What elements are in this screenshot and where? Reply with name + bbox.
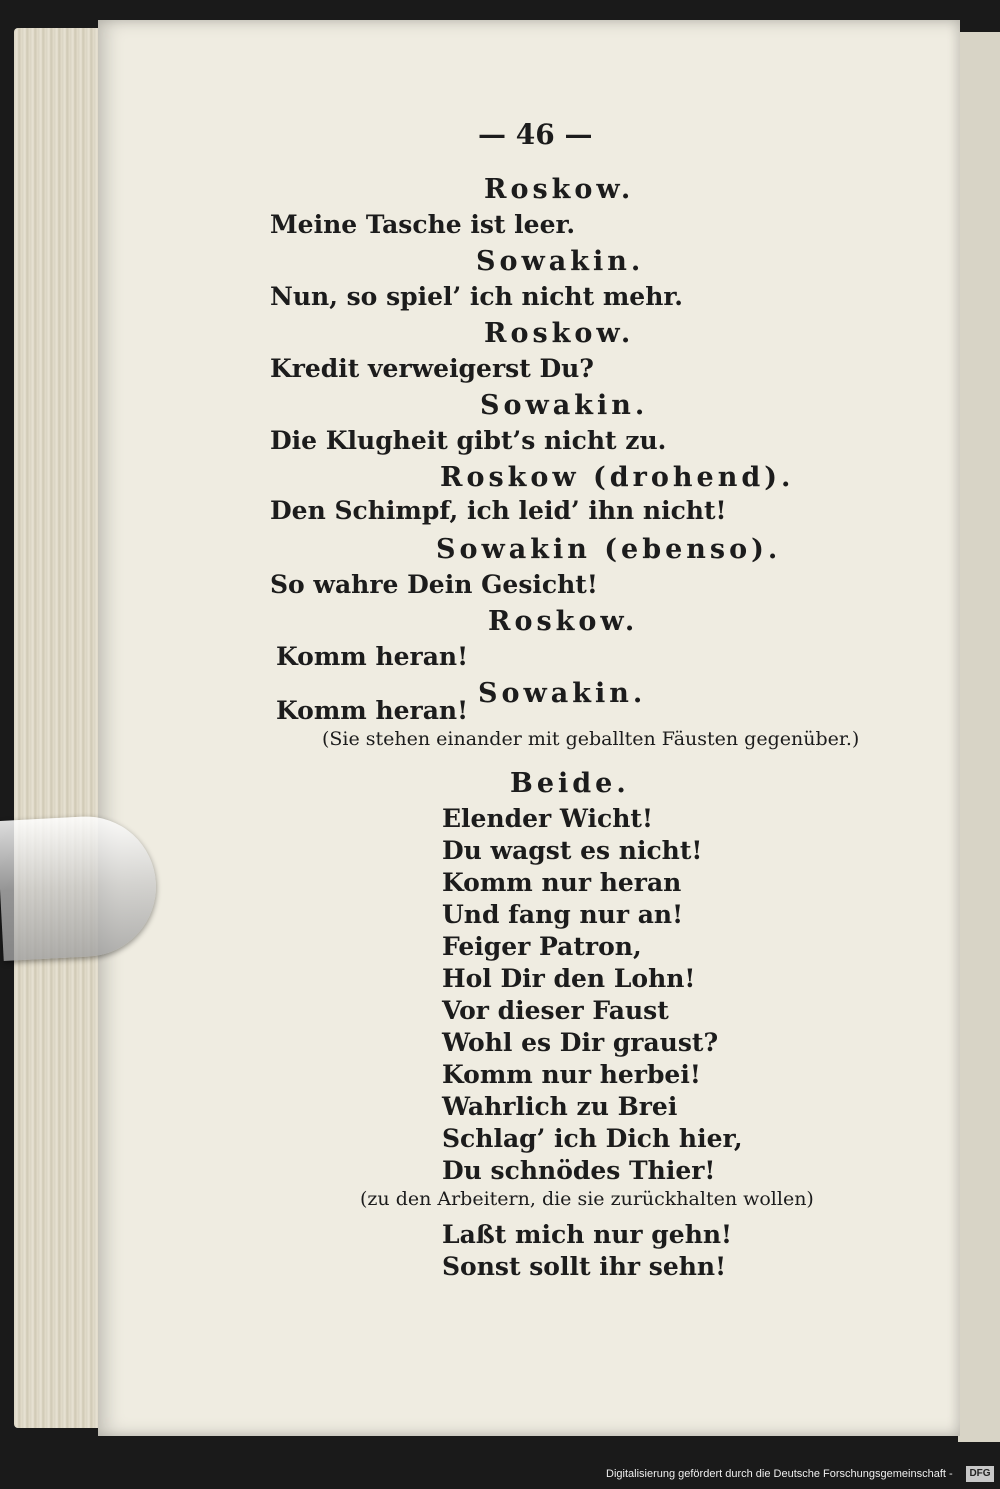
dialogue-line: Meine Tasche ist leer. — [270, 210, 576, 239]
digitization-credit: Digitalisierung gefördert durch die Deutsche Forschungsgemeinschaft - — [606, 1468, 953, 1480]
speaker-heading: Beide. — [510, 768, 630, 799]
dialogue-line: Komm heran! — [276, 642, 469, 671]
page-number: — 46 — — [478, 118, 593, 151]
verse-line: Du schnödes Thier! — [442, 1156, 716, 1185]
verse-line: Du wagst es nicht! — [442, 836, 703, 865]
dfg-logo: DFG — [966, 1466, 994, 1482]
dialogue-line: Kredit verweigerst Du? — [270, 354, 594, 383]
verse-line: Komm nur herbei! — [442, 1060, 701, 1089]
speaker-heading: Sowakin. — [480, 390, 649, 421]
verse-line: Schlag’ ich Dich hier, — [442, 1124, 743, 1153]
verse-line: Und fang nur an! — [442, 900, 684, 929]
speaker-heading: Roskow. — [484, 174, 635, 205]
verse-line: Wahrlich zu Brei — [442, 1092, 678, 1121]
verse-line: Sonst sollt ihr sehn! — [442, 1252, 727, 1281]
verse-line: Feiger Patron, — [442, 932, 642, 961]
dialogue-line: Komm heran! — [276, 696, 469, 725]
speaker-heading: Sowakin (ebenso). — [436, 534, 782, 565]
speaker-heading: Roskow. — [488, 606, 639, 637]
dialogue-line: Nun, so spiel’ ich nicht mehr. — [270, 282, 683, 311]
verse-line: Hol Dir den Lohn! — [442, 964, 696, 993]
verse-line: Laßt mich nur gehn! — [442, 1220, 733, 1249]
dialogue-line: So wahre Dein Gesicht! — [270, 570, 598, 599]
verse-line: Wohl es Dir graust? — [442, 1028, 719, 1057]
dialogue-line: Den Schimpf, ich leid’ ihn nicht! — [270, 496, 727, 525]
speaker-heading: Roskow (drohend). — [440, 462, 795, 493]
book-page — [98, 20, 960, 1436]
verse-line: Vor dieser Faust — [442, 996, 669, 1025]
book-page-edges — [14, 28, 110, 1428]
facing-page-edge — [958, 32, 1000, 1442]
verse-line: Elender Wicht! — [442, 804, 653, 833]
verse-line: Komm nur heran — [442, 868, 682, 897]
stage-direction: (Sie stehen einander mit geballten Fäusten gegenüber.) — [322, 728, 860, 750]
dialogue-line: Die Klugheit gibt’s nicht zu. — [270, 426, 667, 455]
speaker-heading: Sowakin. — [476, 246, 645, 277]
speaker-heading: Roskow. — [484, 318, 635, 349]
stage-direction: (zu den Arbeitern, die sie zurückhalten wollen) — [360, 1188, 814, 1210]
speaker-heading: Sowakin. — [478, 678, 647, 709]
